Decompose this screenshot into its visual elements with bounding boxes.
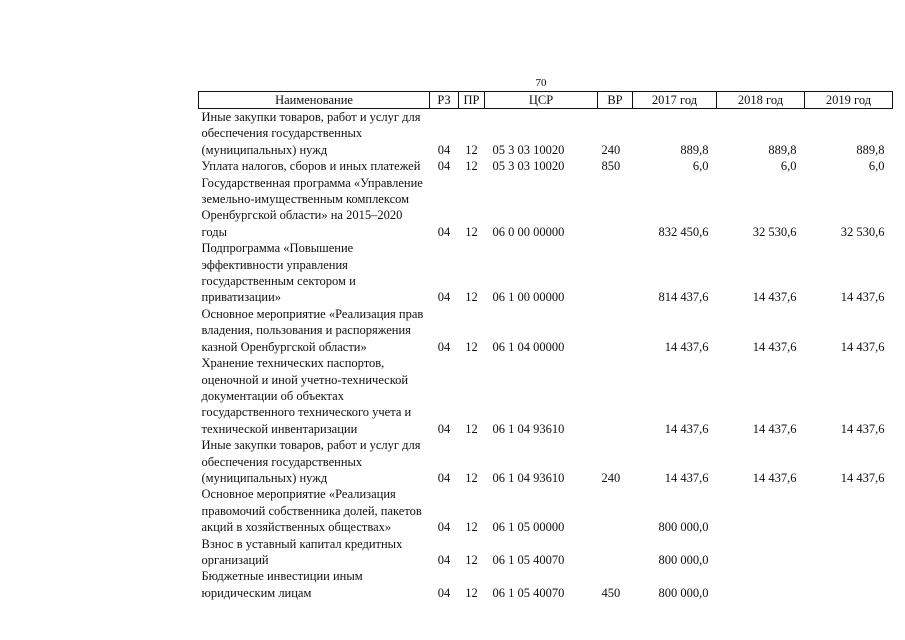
row-pr: 12 — [465, 290, 478, 305]
row-rz: 04 — [437, 520, 451, 535]
row-2017: 6,0 — [692, 159, 709, 174]
row-pr: 12 — [465, 585, 478, 600]
row-vr: 240 — [601, 142, 621, 157]
row-vr — [598, 306, 633, 355]
row-rz: 04 — [437, 159, 451, 174]
header-2019: 2019 год — [805, 92, 893, 109]
row-name: Взнос в уставный капитал кредитных организаций — [201, 536, 403, 567]
row-2019: 14 437,6 — [840, 290, 885, 305]
table-row — [199, 109, 893, 159]
row-2019 — [805, 486, 893, 535]
row-csr: 06 1 05 40070 — [492, 585, 565, 600]
row-2019: 32 530,6 — [840, 224, 885, 239]
row-2018: 14 437,6 — [752, 290, 797, 305]
row-rz: 04 — [437, 470, 451, 485]
row-2017: 889,8 — [680, 142, 709, 157]
row-pr: 12 — [465, 224, 478, 239]
table-row — [199, 175, 893, 241]
row-name: Государственная программа «Управление земельно-имущественным комплексом Оренбургской области» на 2015–2020 годы — [201, 175, 423, 239]
row-2017: 14 437,6 — [664, 470, 709, 485]
row-2018: 14 437,6 — [752, 421, 797, 436]
row-2018: 889,8 — [768, 142, 797, 157]
row-vr: 850 — [601, 159, 621, 174]
row-csr: 05 3 03 10020 — [492, 159, 565, 174]
table-row — [199, 240, 893, 306]
row-2018: 14 437,6 — [752, 470, 797, 485]
row-csr: 06 1 05 00000 — [492, 520, 565, 535]
row-2019: 14 437,6 — [840, 421, 885, 436]
row-name: Основное мероприятие «Реализация правомочий собственника долей, пакетов акций в хозяйственных обществах» — [201, 487, 422, 535]
row-rz: 04 — [437, 552, 451, 567]
row-2019 — [805, 536, 893, 569]
row-vr: 450 — [601, 585, 621, 600]
header-2017: 2017 год — [633, 92, 717, 109]
header-2018: 2018 год — [717, 92, 805, 109]
budget-table — [198, 91, 893, 601]
table-row — [199, 536, 893, 569]
row-vr: 240 — [601, 470, 621, 485]
row-pr: 12 — [465, 421, 478, 436]
table-row — [199, 486, 893, 535]
row-rz: 04 — [437, 585, 451, 600]
row-name: Иные закупки товаров, работ и услуг для обеспечения государственных (муниципальных) нужд — [201, 110, 421, 157]
row-vr — [598, 240, 633, 306]
row-2018 — [717, 568, 805, 601]
row-2017: 814 437,6 — [658, 290, 709, 305]
row-vr — [598, 486, 633, 535]
row-name: Хранение технических паспортов, оценочной и иной учетно-технической документации об объектах государственного технического учета и технической инвентаризации — [201, 356, 412, 436]
row-csr: 05 3 03 10020 — [492, 142, 565, 157]
row-2019: 6,0 — [868, 159, 885, 174]
table-row — [199, 158, 893, 174]
row-csr: 06 1 04 93610 — [492, 470, 565, 485]
row-2017: 800 000,0 — [658, 585, 709, 600]
header-rz: РЗ — [430, 92, 459, 109]
header-name: Наименование — [199, 92, 430, 109]
row-csr: 06 1 00 00000 — [492, 290, 565, 305]
table-row — [199, 355, 893, 437]
row-rz: 04 — [437, 224, 451, 239]
row-2019 — [805, 568, 893, 601]
row-vr — [598, 536, 633, 569]
row-2018 — [717, 536, 805, 569]
row-name: Подпрограмма «Повышение эффективности управления государственным сектором и приватизации» — [201, 241, 356, 305]
row-2018: 14 437,6 — [752, 339, 797, 354]
row-pr: 12 — [465, 552, 478, 567]
row-2019: 14 437,6 — [840, 470, 885, 485]
table-header-row — [199, 92, 893, 109]
row-csr: 06 0 00 00000 — [492, 224, 565, 239]
row-csr: 06 1 04 00000 — [492, 339, 565, 354]
row-pr: 12 — [465, 339, 478, 354]
header-csr: ЦСР — [485, 92, 598, 109]
row-2017: 800 000,0 — [658, 520, 709, 535]
header-vr: ВР — [598, 92, 633, 109]
row-rz: 04 — [437, 339, 451, 354]
row-rz: 04 — [437, 142, 451, 157]
row-vr — [598, 355, 633, 437]
table-row — [199, 306, 893, 355]
row-csr: 06 1 04 93610 — [492, 421, 565, 436]
row-vr — [598, 175, 633, 241]
row-2018 — [717, 486, 805, 535]
page-number: 70 — [535, 77, 547, 89]
row-pr: 12 — [465, 470, 478, 485]
row-name: Бюджетные инвестиции иным юридическим лицам — [201, 569, 363, 600]
header-pr: ПР — [459, 92, 485, 109]
row-pr: 12 — [465, 520, 478, 535]
table-row — [199, 568, 893, 601]
row-pr: 12 — [465, 159, 478, 174]
row-2018: 6,0 — [780, 159, 797, 174]
row-rz: 04 — [437, 421, 451, 436]
row-2019: 14 437,6 — [840, 339, 885, 354]
row-name: Иные закупки товаров, работ и услуг для обеспечения государственных (муниципальных) нужд — [201, 438, 421, 485]
row-rz: 04 — [437, 290, 451, 305]
row-name: Уплата налогов, сборов и иных платежей — [201, 159, 421, 174]
row-2017: 14 437,6 — [664, 421, 709, 436]
table-row — [199, 437, 893, 486]
row-2017: 832 450,6 — [658, 224, 709, 239]
row-csr: 06 1 05 40070 — [492, 552, 565, 567]
row-pr: 12 — [465, 142, 478, 157]
row-2017: 14 437,6 — [664, 339, 709, 354]
row-2017: 800 000,0 — [658, 552, 709, 567]
row-2018: 32 530,6 — [752, 224, 797, 239]
row-name: Основное мероприятие «Реализация прав владения, пользования и распоряжения казной Оренбургской области» — [201, 306, 424, 354]
row-2019: 889,8 — [856, 142, 885, 157]
